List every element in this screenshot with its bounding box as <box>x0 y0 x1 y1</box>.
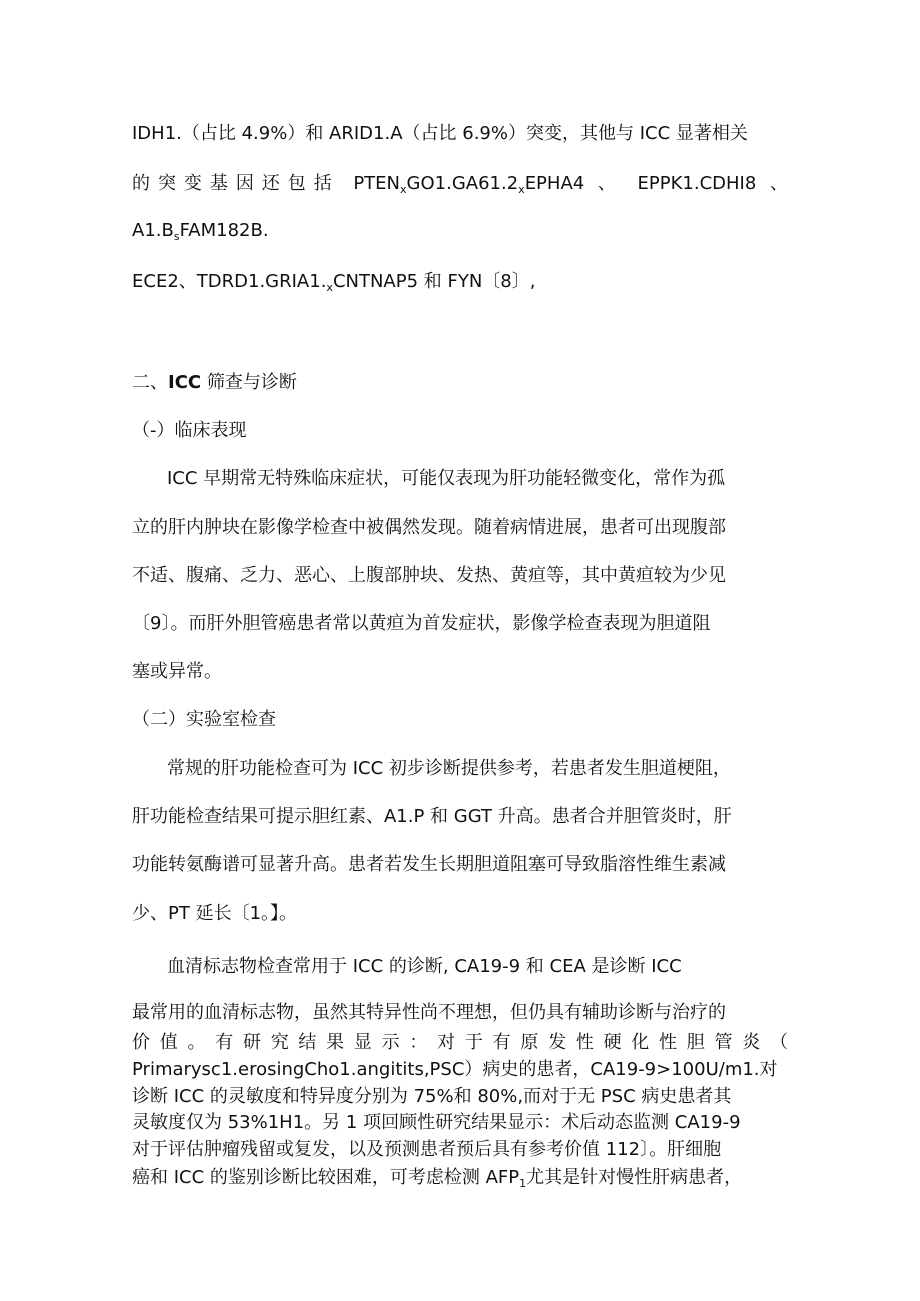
text-fragment: 的突变基因还包括 PTEN <box>132 173 401 194</box>
body-text-line: 功能转氨酶谱可显著升高。患者若发生长期胆道阻塞可导致脂溶性维生素减 <box>132 854 726 875</box>
body-text-line: 常规的肝功能检查可为 ICC 初步诊断提供参考，若患者发生胆道梗阻， <box>167 758 731 779</box>
body-text-line: IDH1.（占比 4.9%）和 ARID1.A（占比 6.9%）突变，其他与 ICC 显著相关 <box>132 123 748 144</box>
text-fragment: 癌和 ICC 的鉴别诊断比较困难，可考虑检测 AFP <box>132 1167 520 1188</box>
body-text-line: 最常用的血清标志物，虽然其特异性尚不理想，但仍具有辅助诊断与治疗的 <box>132 1002 726 1023</box>
text-fragment: CNTNAP5 和 FYN〔8〕, <box>332 271 536 292</box>
body-text-line: ICC 早期常无特殊临床症状，可能仅表现为肝功能轻微变化，常作为孤 <box>167 468 726 489</box>
body-text-line: Primarysc1.erosingCho1.angitits,PSC）病史的患者，CA19-9>100U/m1.对 <box>132 1059 778 1080</box>
body-text-line <box>132 270 535 294</box>
body-text-line: 灵敏度仅为 53%1H1。另 1 项回顾性研究结果显示：术后动态监测 CA19-9 <box>132 1112 741 1133</box>
body-text-line <box>132 1166 742 1189</box>
body-text-line <box>132 172 788 196</box>
subscript: x <box>518 183 525 196</box>
subsection-title: （-）临床表现 <box>132 420 247 441</box>
subscript: x <box>326 281 333 294</box>
body-text-line: 血清标志物检查常用于 ICC 的诊断, CA19-9 和 CEA 是诊断 ICC <box>167 956 682 977</box>
subscript: x <box>400 183 407 196</box>
section-heading <box>132 371 297 395</box>
heading-suffix: 筛查与诊断 <box>201 372 297 393</box>
subsection-title: （二）实验室检查 <box>132 709 276 730</box>
body-text-line: 〔9〕。而肝外胆管癌患者常以黄疸为首发症状，影像学检查表现为胆道阻 <box>132 613 711 634</box>
body-text-line: 不适、腹痛、乏力、恶心、上腹部肿块、发热、黄疸等，其中黄疸较为少见 <box>132 565 726 586</box>
text-fragment: EPHA4 、 EPPK1.CDHI8 、 <box>524 173 788 194</box>
body-text-line: 立的肝内肿块在影像学检查中被偶然发现。随着病情进展，患者可出现腹部 <box>132 517 726 538</box>
body-text-line: 对于评估肿瘤残留或复发，以及预测患者预后具有参考价值 112〕。肝细胞 <box>132 1139 722 1160</box>
subscript: s <box>173 230 180 243</box>
text-fragment: 尤其是针对慢性肝病患者， <box>526 1167 743 1188</box>
text-fragment: ECE2、TDRD1.GRIA1. <box>132 271 327 292</box>
subscript: 1 <box>519 1177 527 1190</box>
heading-bold: ICC <box>168 372 202 393</box>
body-text-line: 价值。有研究结果显示：对于有原发性硬化性胆管炎（ <box>132 1032 788 1053</box>
body-text-line: 塞或异常。 <box>132 661 222 682</box>
heading-prefix: 二、 <box>132 372 168 393</box>
text-fragment: GO1.GA61.2 <box>406 173 519 194</box>
body-text-line: 肝功能检查结果可提示胆红素、A1.P 和 GGT 升高。患者合并胆管炎时，肝 <box>132 806 732 827</box>
body-text-line: 少、PT 延长〔1。】。 <box>132 903 298 924</box>
body-text-line: 诊断 ICC 的灵敏度和特异度分别为 75%和 80%,而对于无 PSC 病史患者其 <box>132 1086 732 1107</box>
text-fragment: A1.B <box>132 220 174 241</box>
body-text-line <box>132 219 269 243</box>
text-fragment: FAM182B. <box>179 220 269 241</box>
